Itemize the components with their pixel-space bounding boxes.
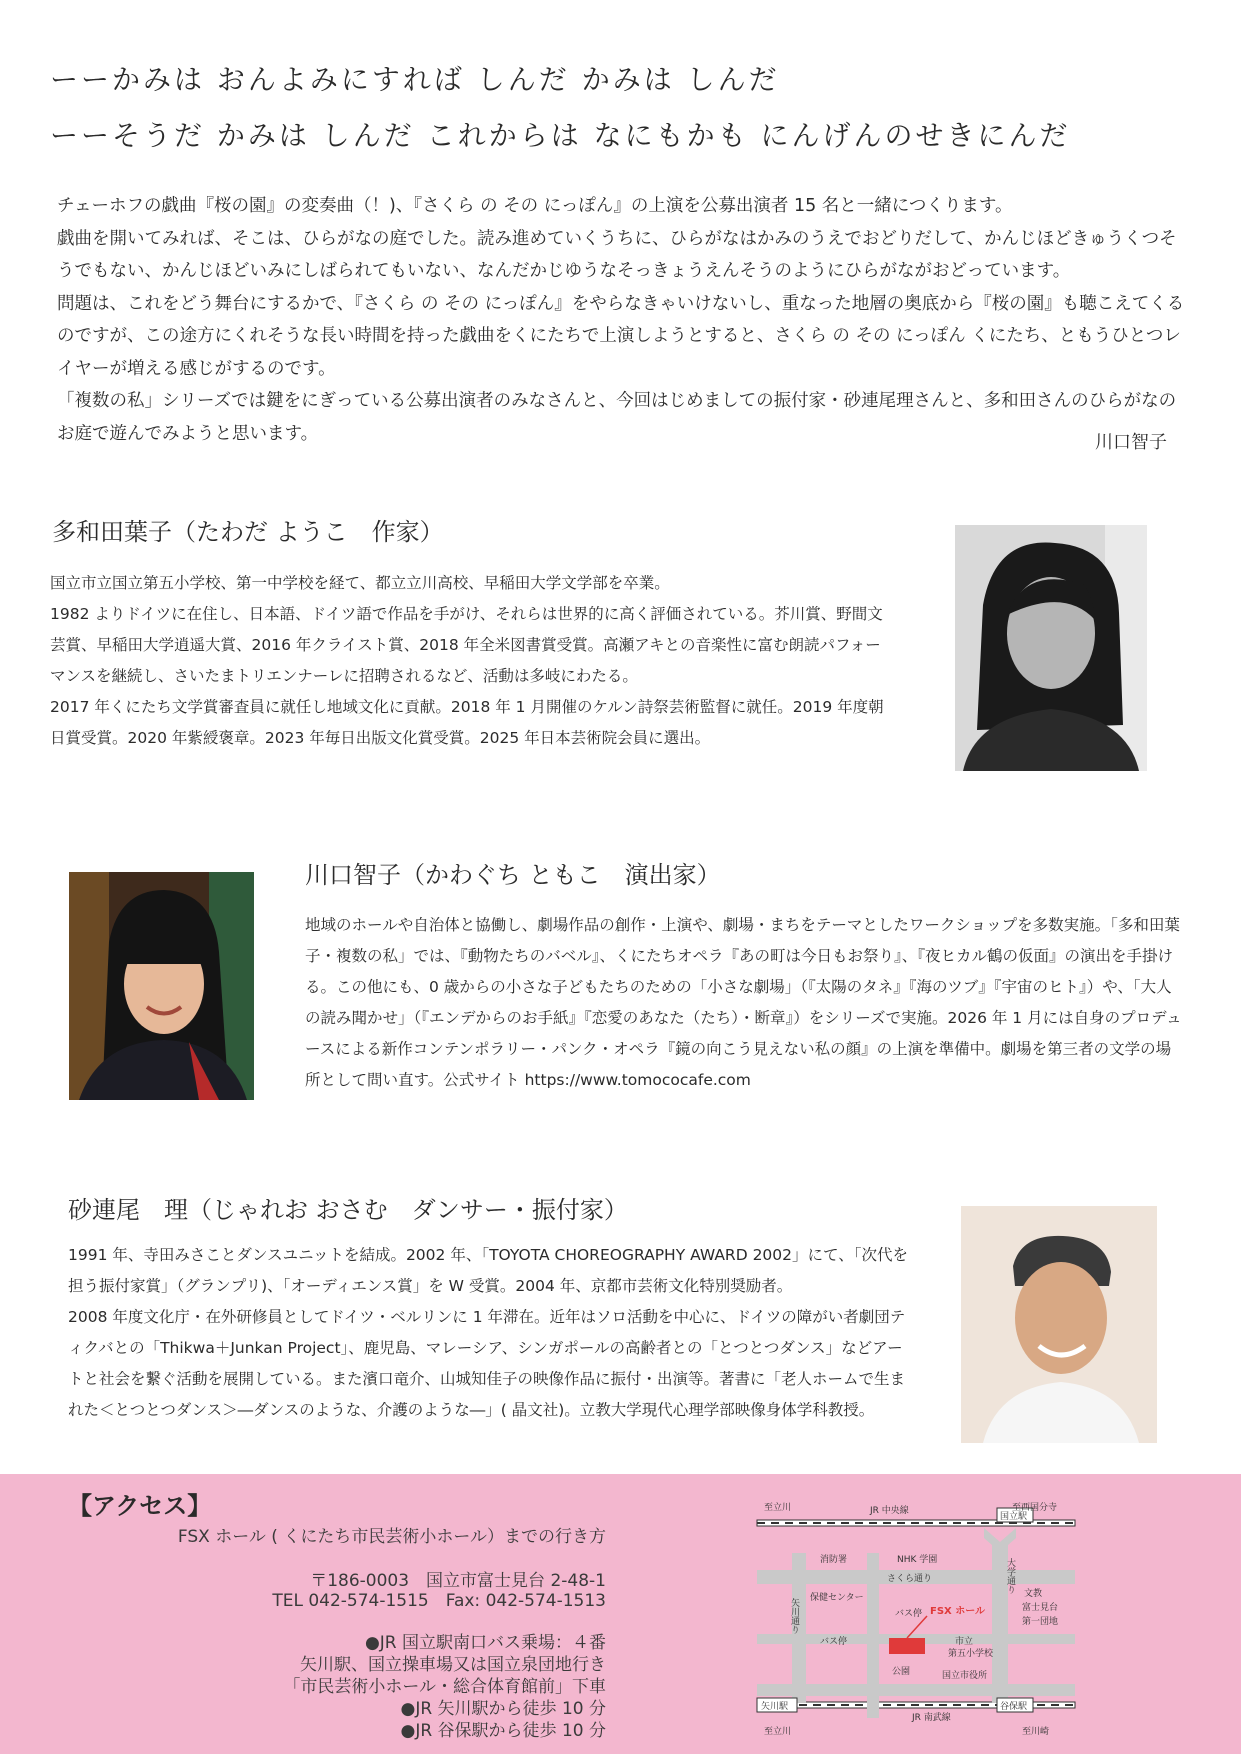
map-label-to-kawasaki: 至川崎 [1022, 1727, 1050, 1737]
access-title: 【アクセス】 [68, 1492, 212, 1520]
profile-title-kawaguchi: 川口智子（かわぐち ともこ 演出家） [305, 861, 721, 889]
intro-signature: 川口智子 [1095, 432, 1167, 453]
map-label-yagawa-dori: 矢川通り [789, 1598, 799, 1634]
map-label-nhk: NHK 学園 [897, 1555, 938, 1565]
profile-title-tawada: 多和田葉子（たわだ ようこ 作家） [52, 518, 444, 546]
postal-address: 〒186-0003 国立市富士見台 2-48-1 [310, 1571, 606, 1591]
map-label-to-nishikokubunji: 至西国分寺 [1012, 1503, 1058, 1513]
profile-paragraph: 2008 年度文化庁・在外研修員としてドイツ・ベルリンに 1 年滞在。近年はソロ活動を中心に、ドイツの障がい者劇団ティクバとの「Thikwa＋Junkan Project」、鹿児島、マレーシア、シンガポールの高齢者との「とつとつダンス」などアートと社会を繋ぐ活動を展開している。また濱口竜介、山城知佳子の映像作品に振付・出演等。著書に「老人ホームで生まれた＜とつとつダンス＞―ダンスのような、介護のような―」( 晶文社)。立教大学現代心理学部映像身体学科教授。 [68, 1308, 906, 1419]
portrait-jareo [961, 1206, 1157, 1443]
intro-paragraph: 「複数の私」シリーズでは鍵をにぎっている公募出演者のみなさんと、今回はじめましての振付家・砂連尾理さんと、多和田さんのひらがなのお庭で遊んでみようと思います。 [57, 391, 1177, 444]
profile-body-tawada [50, 568, 895, 754]
map-label-bus-stop-1: バス停 [895, 1609, 923, 1619]
map-label-fujimidai: 富士見台 [1022, 1603, 1059, 1613]
map-label-bunkyo: 文教 [1024, 1589, 1043, 1599]
profile-body-jareo [68, 1240, 908, 1426]
map-label-danchi: 第一団地 [1022, 1617, 1059, 1627]
intro-paragraph: チェーホフの戯曲『桜の園』の変奏曲（！)、『さくら の その にっぽん』の上演を公募出演者 15 名と一緒につくります。 [57, 196, 1013, 216]
map-label-city-hall: 国立市役所 [942, 1671, 988, 1681]
map-label-school-a: 市立 [955, 1637, 974, 1647]
map-label-yaho-station: 谷保駅 [1000, 1702, 1028, 1712]
portrait-kawaguchi [69, 872, 254, 1100]
map-label-daigaku-dori: 大学通り [1005, 1558, 1015, 1594]
intro-text [57, 190, 1192, 450]
map-label-sakura-dori: さくら通り [887, 1574, 933, 1584]
map-label-jr-chuo: JR 中央線 [870, 1506, 909, 1516]
walk-info-yagawa: ●JR 矢川駅から徒歩 10 分 [400, 1699, 606, 1719]
profile-body-kawaguchi [305, 910, 1185, 1096]
phone-fax: TEL 042-574-1515 Fax: 042-574-1513 [272, 1591, 606, 1611]
intro-paragraph: 問題は、これをどう舞台にするかで、『さくら の その にっぽん』をやらなきゃいけないし、重なった地層の奥底から『桜の園』も聴こえてくるのですが、この途方にくれそうな長い時間を持った戯曲をくにたちで上演しようとすると、さくら の その にっぽん くにたち、ともうひとつレイヤーが増える感じがするのです。 [57, 293, 1185, 379]
map-label-jr-nambu: JR 南武線 [912, 1713, 951, 1723]
route-title: FSX ホール ( くにたち市民芸術小ホール）までの行き方 [177, 1527, 606, 1547]
walk-info-yaho: ●JR 谷保駅から徒歩 10 分 [400, 1721, 606, 1741]
map-label-to-tachikawa: 至立川 [764, 1503, 792, 1513]
profile-paragraph: 1991 年、寺田みさことダンスユニットを結成。2002 年、「TOYOTA CHOREOGRAPHY AWARD 2002」にて、「次代を担う振付家賞」（グランプリ)、「オーディエンス賞」を W 受賞。2004 年、京都市芸術文化特別奨励者。 [68, 1246, 908, 1295]
map-label-health-center: 保健センター [810, 1593, 864, 1603]
profile-paragraph: 国立市立国立第五小学校、第一中学校を経て、都立立川高校、早稲田大学文学部を卒業。 [50, 574, 670, 592]
map-label-park: 公園 [892, 1667, 911, 1677]
map-label-to-tachikawa-bottom: 至立川 [764, 1727, 792, 1737]
headline-line-2: ーーそうだ かみは しんだ これからは なにもかも にんげんのせきにんだ [50, 119, 1071, 152]
profile-title-jareo: 砂連尾 理（じゃれお おさむ ダンサー・振付家） [68, 1196, 628, 1224]
profile-paragraph: 1982 よりドイツに在住し、日本語、ドイツ語で作品を手がけ、それらは世界的に高く評価されている。芥川賞、野間文芸賞、早稲田大学逍遥大賞、2016 年クライスト賞、2018 年全米図書賞受賞。高瀬アキとの音楽性に富む朗読パフォーマンスを継続し、さいたまトリエンナーレに招聘されるなど、活動は多岐にわたる。 [50, 605, 883, 685]
profile-paragraph: 2017 年くにたち文学賞審査員に就任し地域文化に貢献。2018 年 1 月開催のケルン詩祭芸術監督に就任。2019 年度朝日賞受賞。2020 年紫綬褒章。2023 年毎日出版文化賞受賞。2025 年日本芸術院会員に選出。 [50, 698, 884, 747]
map-label-kunitachi-station: 国立駅 [1000, 1512, 1028, 1522]
bus-info-2: 矢川駅、国立操車場又は国立泉団地行き [300, 1655, 606, 1675]
fsx-hall-marker [889, 1638, 925, 1654]
intro-paragraph: 戯曲を開いてみれば、そこは、ひらがなの庭でした。読み進めていくうちに、ひらがなはかみのうえでおどりだして、かんじほどきゅうくつそうでもない、かんじほどいみにしばられてもいない、なんだかじゆうなそっきょうえんそうのようにひらがながおどっています。 [57, 228, 1177, 281]
map-label-yagawa-station: 矢川駅 [761, 1702, 789, 1712]
headline-line-1: ーーかみは おんよみにすれば しんだ かみは しんだ [50, 63, 780, 96]
profile-paragraph: 地域のホールや自治体と協働し、劇場作品の創作・上演や、劇場・まちをテーマとしたワークショップを多数実施。「多和田葉子・複数の私」では、『動物たちのバベル』、くにたちオペラ『あの町は今日もお祭り』、『夜ヒカル鶴の仮面』の演出を手掛ける。この他にも、0 歳からの小さな子どもたちのための「小さな劇場」（『太陽のタネ』『海のツブ』『宇宙のヒト』）や、「大人の読み聞かせ」（『エンデからのお手紙』『恋愛のあなた（たち）・断章』）をシリーズで実施。2026 年 1 月には自身のプロデュースによる新作コンテンポラリー・パンク・オペラ『鏡の向こう見えない私の顔』の上演を準備中。劇場を第三者の文学の場所として問い直す。公式サイト https://www.tomococafe.com [305, 916, 1182, 1089]
access-map [752, 1498, 1080, 1740]
map-label-fire-station: 消防署 [820, 1555, 848, 1565]
map-label-bus-stop-2: バス停 [820, 1637, 848, 1647]
bus-info-1: ●JR 国立駅南口バス乗場：４番 [364, 1633, 606, 1653]
bus-info-3: 「市民芸術小ホール・総合体育館前」下車 [283, 1677, 606, 1697]
map-label-school-b: 第五小学校 [948, 1649, 994, 1659]
map-label-fsx-hall: FSX ホール [930, 1606, 986, 1617]
portrait-tawada [955, 525, 1147, 771]
